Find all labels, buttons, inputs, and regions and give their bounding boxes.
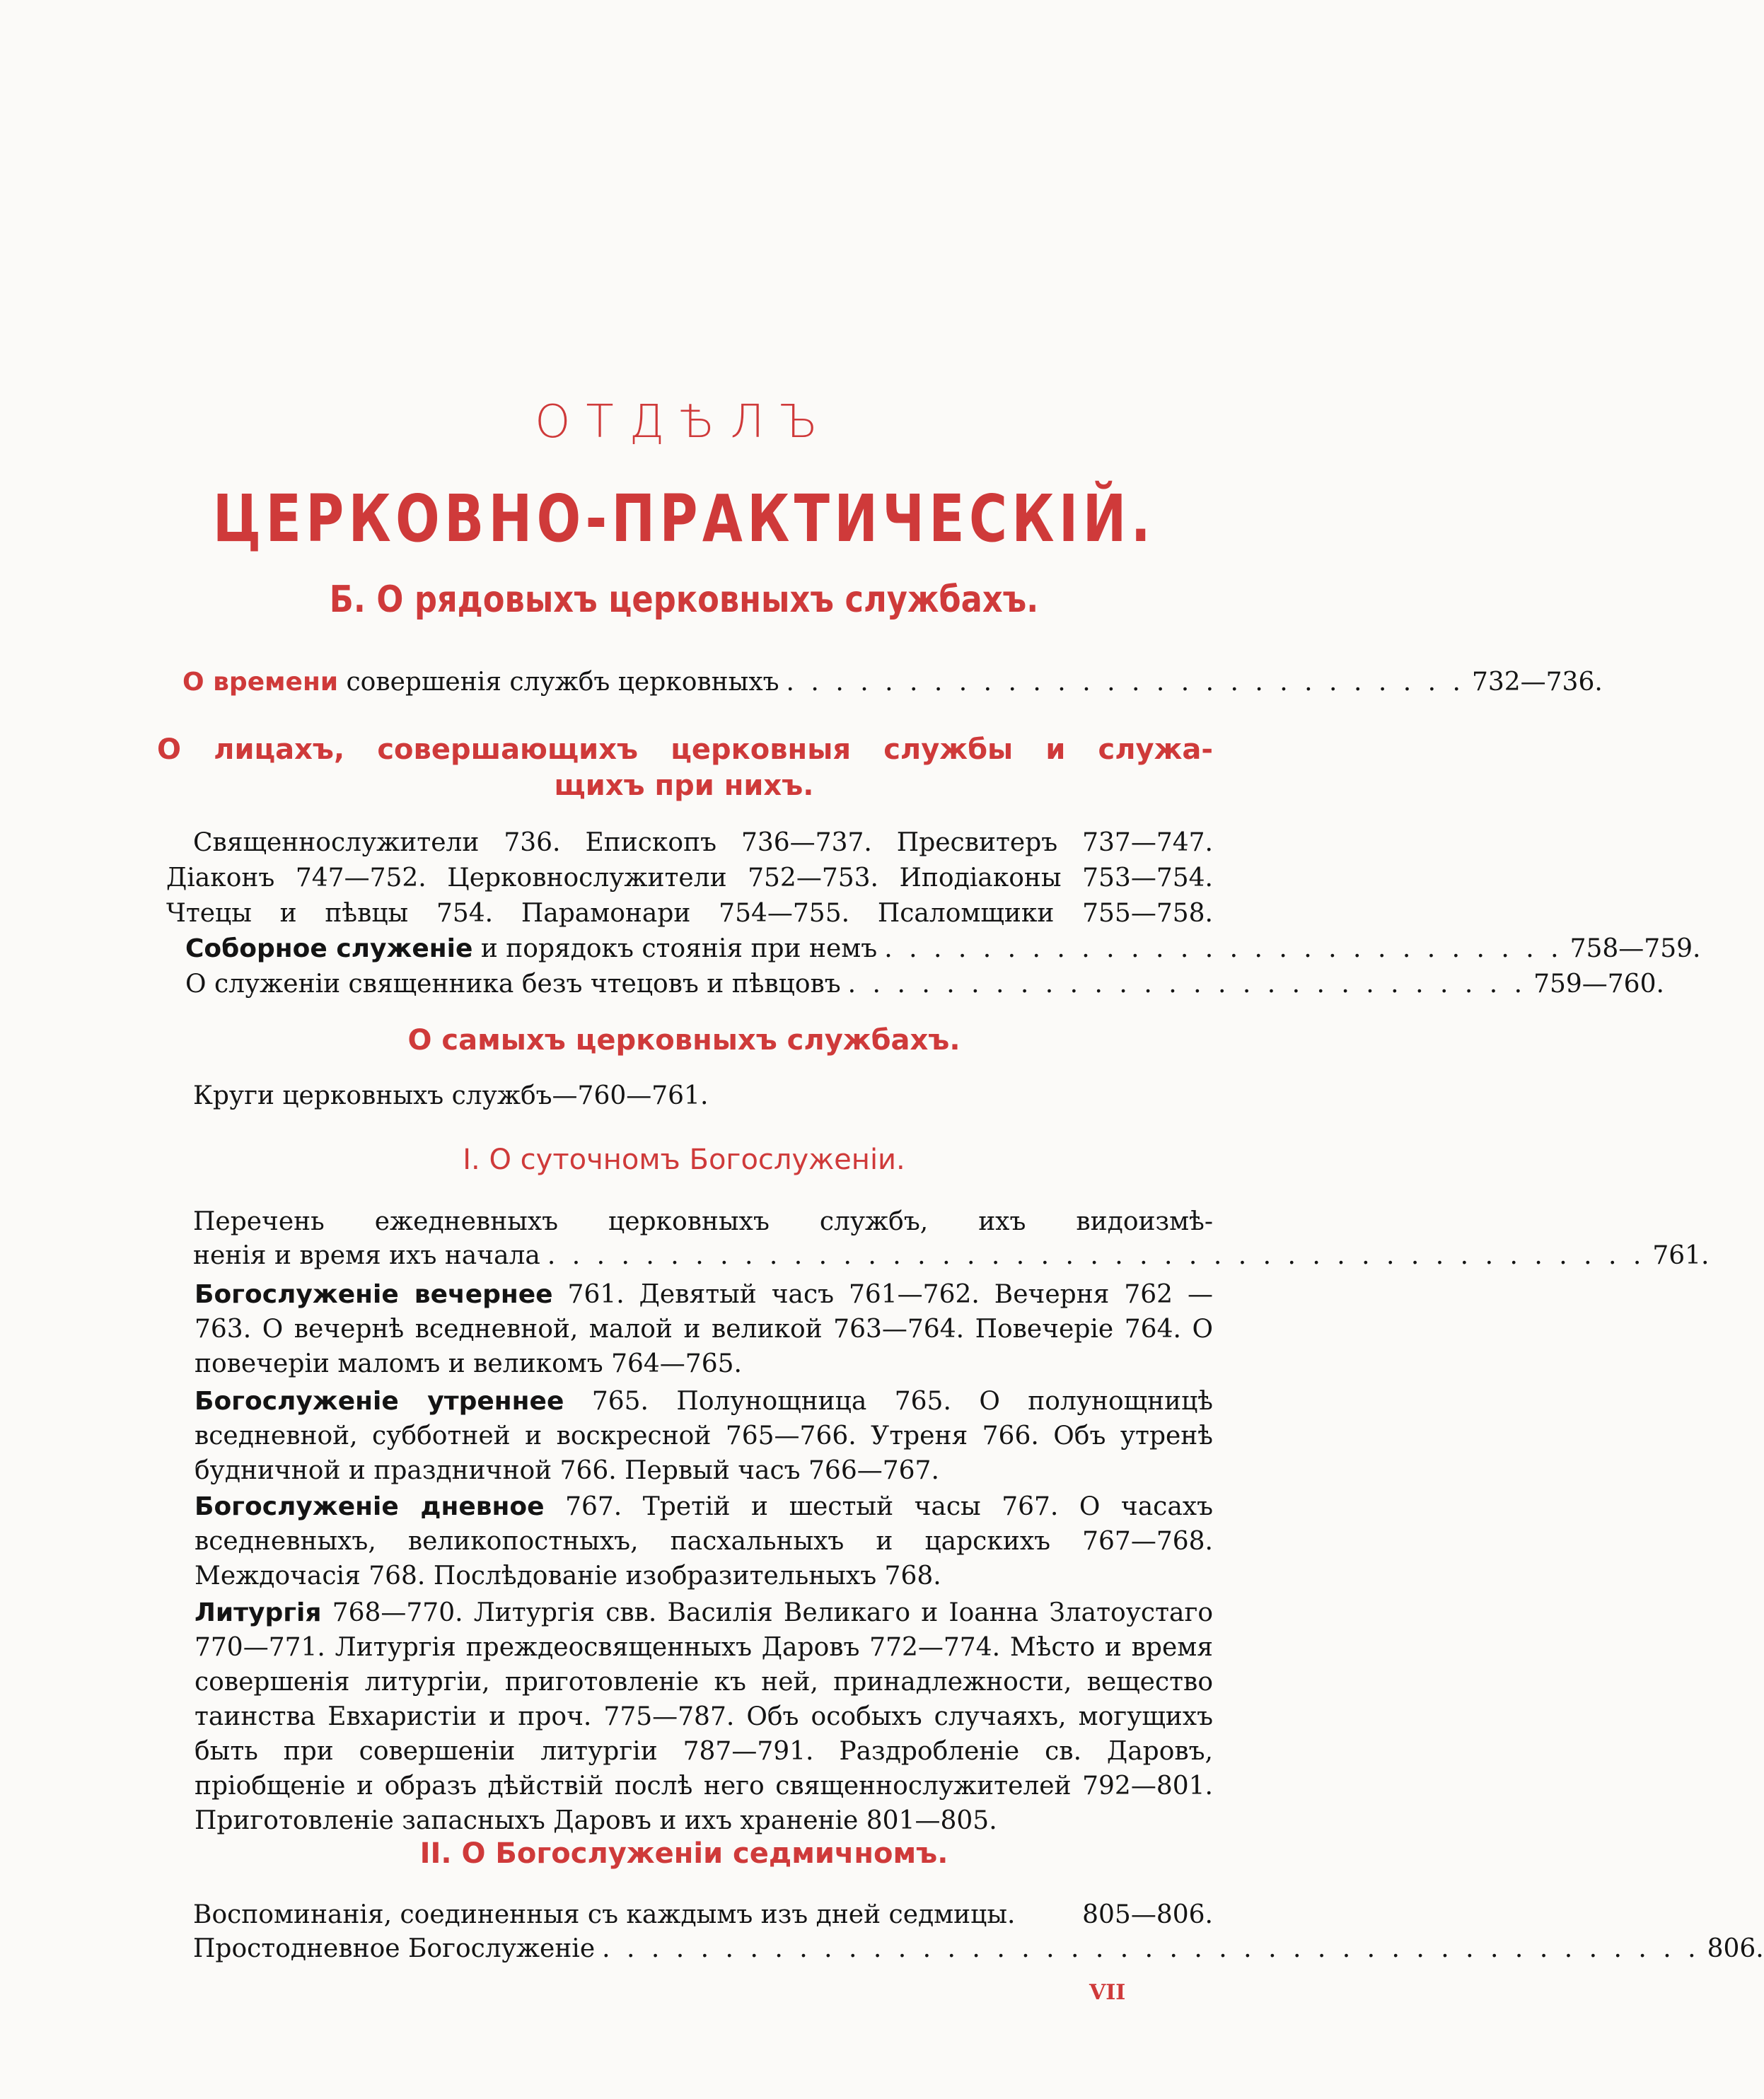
toc-entry-text: Воспоминанія, соединенныя съ каждымъ изъ дней седмицы.	[193, 1900, 1016, 1929]
section-subtitle: Б. О рядовыхъ церковныхъ службахъ.	[329, 578, 1039, 621]
persons-line: Священнослужители 736. Епископъ 736—737. Пресвитеръ 737—747.	[193, 828, 1213, 857]
services-krugi: Круги церковныхъ службъ—760—761.	[193, 1081, 709, 1110]
persons-line: Діаконъ 747—752. Церковнослужители 752—753. Иподіаконы 753—754.	[166, 864, 1213, 892]
toc-entry-pages: 806.	[1707, 1934, 1764, 1963]
daily-perechen-1: Перечень ежедневныхъ церковныхъ службъ, ихъ видоизмѣ-	[193, 1207, 1213, 1236]
toc-entry-perechen	[193, 1241, 1710, 1270]
subsection-title-daily: I. О суточномъ Богослуженіи.	[463, 1144, 905, 1176]
toc-entry-time	[182, 668, 1603, 697]
toc-entry-prostodnevnoe	[193, 1934, 1764, 1963]
subsection-title-weekly: II. О Богослуженіи седмичномъ.	[419, 1837, 948, 1870]
paragraph-heading: Богослуженіе утреннее	[195, 1387, 564, 1416]
toc-entry-text: совершенія службъ церковныхъ	[346, 668, 779, 697]
paragraph-liturgy	[195, 1595, 1213, 1838]
toc-entry-lead: Соборное служеніе	[185, 934, 473, 963]
leader-dots: . . . . . . . . . . . . . . . . . . . . . . . . . . . .	[884, 934, 1563, 963]
leader-dots: . . . . . . . . . . . . . . . . . . . . . . . . . . . .	[847, 970, 1527, 999]
paragraph-text: 765. Полунощница 765. О полунощницѣ вседневной, субботней и воскресной 765—766. Утреня 766. Объ утренѣ будничной и праздничной 766. Первый часъ 766—767.	[195, 1387, 1213, 1485]
paragraph-day	[195, 1489, 1213, 1593]
subsection-title-persons-2: щихъ при нихъ.	[554, 769, 814, 802]
paragraph-heading: Богослуженіе вечернее	[195, 1280, 553, 1309]
toc-entry-pages: 805—806.	[1082, 1900, 1213, 1929]
toc-entry-text: О служеніи священника безъ чтецовъ и пѣвцовъ	[185, 970, 841, 999]
leader-dots: . . . . . . . . . . . . . . . . . . . . . . . . . . . . . . . . . . . . . . . . . . . . .	[547, 1241, 1646, 1270]
page-number: VII	[1089, 1980, 1126, 2005]
bleed-through-text	[0, 145, 1368, 168]
toc-entry-text: ненія и время ихъ начала	[193, 1241, 540, 1270]
paragraph-text: 761. Девятый часъ 761—762. Вечерня 762 —763. О вечернѣ вседневной, малой и великой 763—764. Повечеріе 764. О повечеріи маломъ и великомъ 764—765.	[195, 1280, 1213, 1378]
toc-entry-pages: 759—760.	[1533, 970, 1664, 999]
section-title: ЦЕРКОВНО-ПРАКТИЧЕСКІЙ.	[212, 481, 1156, 557]
subsection-title-services: О самыхъ церковныхъ службахъ.	[407, 1024, 961, 1057]
subsection-title-persons-1: О лицахъ, совершающихъ церковныя службы и служа-	[157, 733, 1213, 766]
paragraph-evening	[195, 1277, 1213, 1381]
paragraph-text: 768—770. Литургія свв. Василія Великаго и Іоанна Златоустаго 770—771. Литургія преждеосвященныхъ Даровъ 772—774. Мѣсто и время совершенія литургіи, приготовленіе къ ней, принадлежности, вещество таинства Евхаристіи и проч. 775—787. Объ особыхъ случаяхъ, могущихъ быть при совершеніи литургіи 787—791. Раздробленіе св. Даровъ, пріобщеніе и образъ дѣйствій послѣ него священнослужителей 792—801. Приготовленіе запасныхъ Даровъ и ихъ храненіе 801—805.	[195, 1598, 1213, 1835]
section-label: ОТДѢЛЪ	[535, 396, 833, 448]
paragraph-morning	[195, 1384, 1213, 1488]
toc-entry-sobornoe	[185, 934, 1701, 963]
toc-entry-text: Простодневное Богослуженіе	[193, 1934, 596, 1963]
leader-dots: . . . . . . . . . . . . . . . . . . . . . . . . . . . . . . . . . . . . . . . . . . . . .	[602, 1934, 1700, 1963]
toc-entry-text: и порядокъ стоянія при немъ	[480, 934, 878, 963]
toc-entry-lead: О времени	[182, 668, 339, 697]
persons-line: Чтецы и пѣвцы 754. Парамонари 754—755. Псаломщики 755—758.	[166, 899, 1213, 928]
leader-dots: . . . . . . . . . . . . . . . . . . . . . . . . . . . .	[786, 668, 1465, 697]
toc-entry-pages: 761.	[1652, 1241, 1710, 1270]
toc-entry-vospominaniya	[193, 1901, 1213, 1929]
toc-entry-pages: 758—759.	[1569, 934, 1701, 963]
paragraph-heading: Литургія	[195, 1598, 322, 1627]
toc-entry-bez	[185, 970, 1664, 999]
paragraph-heading: Богослуженіе дневное	[195, 1492, 545, 1521]
toc-entry-pages: 732—736.	[1471, 668, 1603, 697]
paragraph-text: 767. Третій и шестый часы 767. О часахъ вседневныхъ, великопостныхъ, пасхальныхъ и царскихъ 767—768. Междочасія 768. Послѣдованіе изобразительныхъ 768.	[195, 1492, 1213, 1591]
